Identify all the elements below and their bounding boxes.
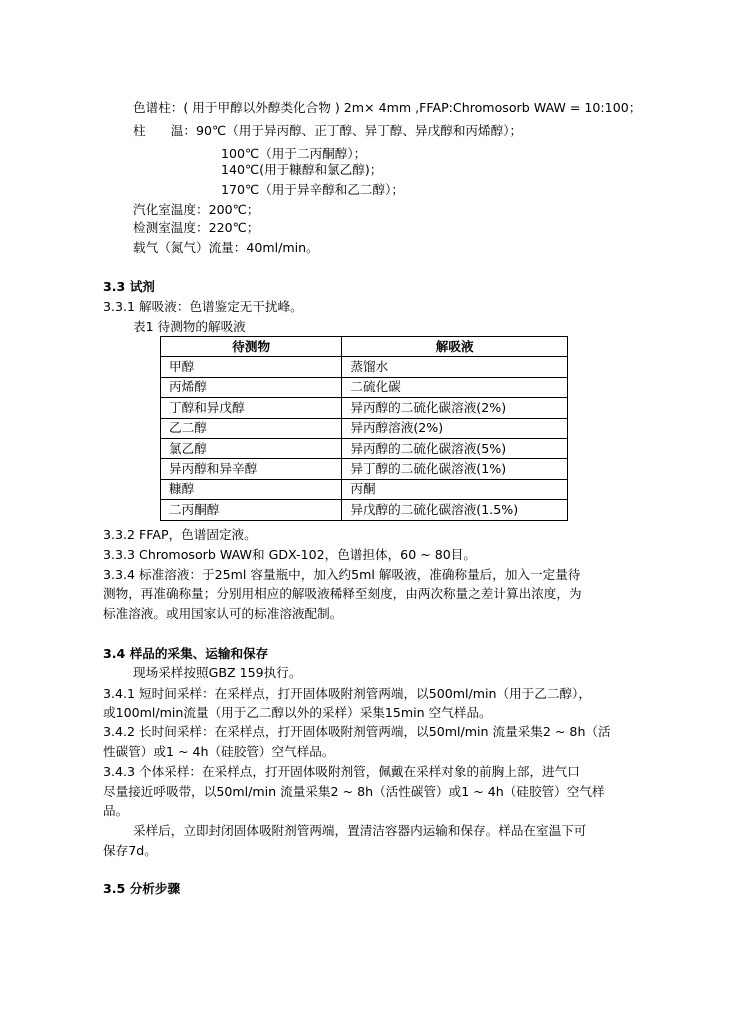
paragraph-3-4-3-line-3: 品。 [103, 803, 129, 818]
paragraph-3-3-2: 3.3.2 FFAP，色谱固定液。 [103, 527, 257, 542]
paragraph-3-4-1-line-1: 3.4.1 短时间采样：在采样点，打开固体吸附剂管两端，以500ml/min（用于乙二醇）， [103, 686, 591, 701]
table-header-desorbent: 解吸液 [342, 337, 568, 357]
table-cell-analyte: 甲醇 [161, 357, 342, 377]
column-temp-4: 170℃（用于异辛醇和乙二醇）； [221, 182, 405, 197]
table-cell-desorbent: 异丙醇的二硫化碳溶液(2%) [342, 398, 568, 418]
column-temp-2: 100℃（用于二丙酮醇）； [221, 146, 367, 161]
condition-detector-temp: 检测室温度：220℃； [133, 220, 260, 235]
condition-column-temp [133, 123, 522, 139]
paragraph-3-4-1-line-2: 或100ml/min流量（用于乙二醇以外的采样）采集15min 空气样品。 [103, 705, 492, 720]
column-temp-1: 90℃（用于异丙醇、正丁醇、异丁醇、异戊醇和丙烯醇）； [195, 123, 523, 138]
paragraph-3-4-storage-line-1: 采样后，立即封闭固体吸附剂管两端，置清洁容器内运输和保存。样品在室温下可 [133, 823, 587, 838]
table-row [161, 438, 568, 458]
table-row [161, 500, 568, 520]
table-cell-analyte: 乙二醇 [161, 418, 342, 438]
table-cell-analyte: 氯乙醇 [161, 438, 342, 458]
table-row [161, 418, 568, 438]
paragraph-3-4-2-line-1: 3.4.2 长时间采样：在采样点，打开固体吸附剂管两端，以50ml/min 流量采集2 ~ 8h（活 [103, 724, 611, 739]
paragraph-3-4-intro: 现场采样按照GBZ 159执行。 [133, 665, 302, 680]
column-temp-label: 柱 温： [133, 123, 196, 138]
paragraph-3-3-3: 3.3.3 Chromosorb WAW和 GDX-102，色谱担体，60 ~ 80目。 [103, 547, 476, 562]
paragraph-3-4-3-line-2: 尽量接近呼吸带，以50ml/min 流量采集2 ~ 8h（活性碳管）或1 ~ 4h（硅胶管）空气样 [103, 784, 605, 799]
table-cell-desorbent: 蒸馏水 [342, 357, 568, 377]
paragraph-3-3-1: 3.3.1 解吸液：色谱鉴定无干扰峰。 [103, 299, 303, 314]
table-cell-desorbent: 异丁醇的二硫化碳溶液(1%) [342, 459, 568, 479]
paragraph-3-3-4-line-2: 测物，再准确称量；分别用相应的解吸液稀释至刻度，由两次称量之差计算出浓度，为 [103, 586, 582, 601]
table-row [161, 377, 568, 397]
paragraph-3-4-2-line-2: 性碳管）或1 ~ 4h（硅胶管）空气样品。 [103, 744, 335, 759]
desorption-solution-table [160, 336, 568, 521]
table-cell-analyte: 二丙酮醇 [161, 500, 342, 520]
section-heading-3-3: 3.3 试剂 [103, 279, 155, 294]
paragraph-3-4-3-line-1: 3.4.3 个体采样：在采样点，打开固体吸附剂管，佩戴在采样对象的前胸上部，进气口 [103, 764, 580, 779]
condition-column: 色谱柱：( 用于甲醇以外醇类化合物 ) 2m× 4mm ,FFAP:Chromosorb WAW = 10:100； [133, 100, 642, 115]
paragraph-3-3-4-line-1: 3.3.4 标准溶液：于25ml 容量瓶中，加入约5ml 解吸液，准确称量后，加入一定量待 [103, 567, 581, 582]
table-cell-desorbent: 二硫化碳 [342, 377, 568, 397]
paragraph-3-4-storage-line-2: 保存7d。 [103, 843, 157, 858]
condition-vaporizer-temp: 汽化室温度：200℃； [133, 202, 260, 217]
paragraph-3-3-4-line-3: 标准溶液。或用国家认可的标准溶液配制。 [103, 606, 343, 621]
table-cell-desorbent: 异丙醇溶液(2%) [342, 418, 568, 438]
table-cell-desorbent: 丙酮 [342, 479, 568, 499]
table-cell-desorbent: 异丙醇的二硫化碳溶液(5%) [342, 438, 568, 458]
table-header-row [161, 337, 568, 357]
table-row [161, 459, 568, 479]
section-heading-3-5: 3.5 分析步骤 [103, 881, 181, 896]
condition-carrier-gas: 载气（氮气）流量：40ml/min。 [133, 240, 319, 255]
table-row [161, 398, 568, 418]
table-cell-analyte: 丙烯醇 [161, 377, 342, 397]
table-caption: 表1 待测物的解吸液 [133, 319, 246, 334]
column-temp-3: 140℃(用于糠醇和氯乙醇)； [221, 162, 383, 177]
table-row [161, 357, 568, 377]
table-row [161, 479, 568, 499]
section-heading-3-4: 3.4 样品的采集、运输和保存 [103, 646, 269, 661]
table-cell-analyte: 糠醇 [161, 479, 342, 499]
table-cell-analyte: 异丙醇和异辛醇 [161, 459, 342, 479]
table-header-analyte: 待测物 [161, 337, 342, 357]
table-cell-analyte: 丁醇和异戊醇 [161, 398, 342, 418]
table-cell-desorbent: 异戊醇的二硫化碳溶液(1.5%) [342, 500, 568, 520]
